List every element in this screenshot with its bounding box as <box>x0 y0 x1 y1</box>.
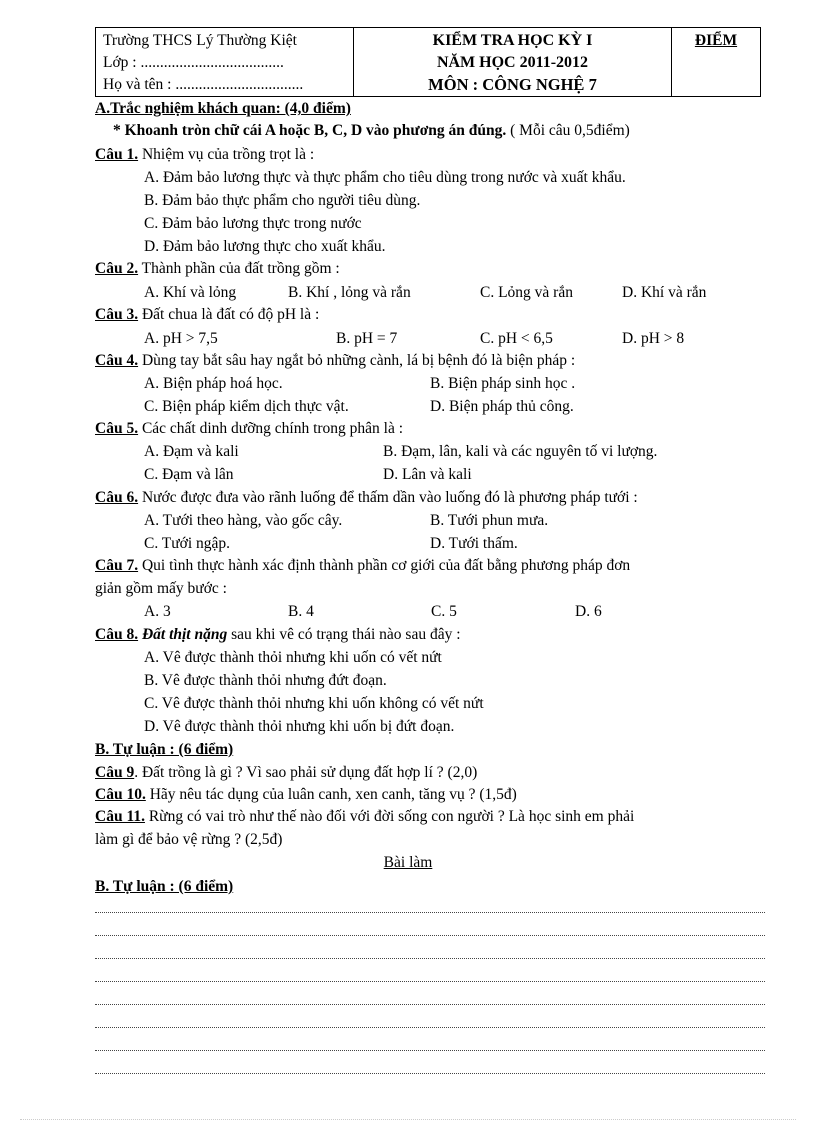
q4-option-a: A. Biện pháp hoá học. <box>144 375 283 392</box>
q7-option-d: D. 6 <box>575 603 602 620</box>
q2-option-d: D. Khí và rắn <box>622 284 707 301</box>
question-7-cont: giản gồm mấy bước : <box>95 580 227 597</box>
question-10 <box>95 784 517 806</box>
q2-option-b: B. Khí , lỏng và rắn <box>288 284 411 301</box>
question-text: Nước được đưa vào rãnh luống để thấm dần vào luống đó là phương pháp tưới : <box>138 489 638 506</box>
question-2 <box>95 258 340 280</box>
question-text: Hãy nêu tác dụng của luân canh, xen canh, tăng vụ ? (1,5đ) <box>145 786 517 803</box>
q6-option-c: C. Tưới ngập. <box>144 535 231 552</box>
question-text: Rừng có vai trò như thế nào đối với đời sống con người ? Là học sinh em phải <box>144 808 635 825</box>
instruction-bold: * Khoanh tròn chữ cái A hoặc B, C, D vào phương án đúng. <box>113 122 507 139</box>
school-name: Trường THCS Lý Thường Kiệt <box>103 32 297 49</box>
q5-option-b: B. Đạm, lân, kali và các nguyên tố vi lượng. <box>383 443 658 460</box>
exam-info-cell <box>354 28 672 96</box>
subject: MÔN : CÔNG NGHỆ 7 <box>428 75 597 94</box>
q3-option-a: A. pH > 7,5 <box>144 330 218 347</box>
q3-option-d: D. pH > 8 <box>622 330 685 347</box>
question-label: Câu 3. <box>95 306 139 323</box>
q8-option-c: C. Vê được thành thỏi nhưng khi uốn không có vết nứt <box>144 695 484 712</box>
question-7 <box>95 555 630 577</box>
question-label: Câu 1. <box>95 146 139 163</box>
question-text: Thành phần của đất trồng gồm : <box>138 260 340 277</box>
q2-option-c: C. Lỏng và rắn <box>480 284 573 301</box>
part-a-title: A.Trắc nghiệm khách quan: (4,0 điểm) <box>95 100 351 117</box>
question-label: Câu 4. <box>95 352 139 369</box>
answer-line[interactable] <box>95 1050 765 1052</box>
q8-option-b: B. Vê được thành thỏi nhưng đứt đoạn. <box>144 672 387 689</box>
question-text: Đất chua là đất có độ pH là : <box>138 306 320 323</box>
question-11-cont: làm gì để bảo vệ rừng ? (2,5đ) <box>95 831 283 848</box>
q2-option-a: A. Khí và lỏng <box>144 284 237 301</box>
question-label: Câu 2. <box>95 260 139 277</box>
school-year: NĂM HỌC 2011-2012 <box>436 54 589 71</box>
question-3 <box>95 304 319 326</box>
answer-line[interactable] <box>95 935 765 937</box>
question-text: Nhiệm vụ của trồng trọt là : <box>138 146 315 163</box>
question-6 <box>95 487 638 509</box>
q3-option-b: B. pH = 7 <box>336 330 398 347</box>
q7-option-c: C. 5 <box>431 603 457 620</box>
q4-option-c: C. Biện pháp kiểm dịch thực vật. <box>144 398 349 415</box>
answer-line[interactable] <box>95 1004 765 1006</box>
q4-option-b: B. Biện pháp sinh học . <box>430 375 576 392</box>
question-label: Câu 6. <box>95 489 139 506</box>
question-text: Các chất dinh dưỡng chính trong phân là : <box>138 420 404 437</box>
q6-option-a: A. Tưới theo hàng, vào gốc cây. <box>144 512 343 529</box>
q1-option-b: B. Đảm bảo thực phẩm cho người tiêu dùng. <box>144 192 421 209</box>
q1-option-d: D. Đảm bảo lương thực cho xuất khẩu. <box>144 238 386 255</box>
question-4 <box>95 350 575 372</box>
question-1 <box>95 144 314 166</box>
q8-option-d: D. Vê được thành thỏi nhưng khi uốn bị đứt đoạn. <box>144 718 455 735</box>
answer-line[interactable] <box>95 958 765 960</box>
class-line: Lớp : ..................................... <box>103 54 284 71</box>
answer-line[interactable] <box>95 1073 765 1075</box>
question-label: Câu 8. <box>95 626 139 643</box>
question-label: Câu 9 <box>95 764 135 781</box>
q3-option-c: C. pH < 6,5 <box>480 330 553 347</box>
q5-option-d: D. Lân và kali <box>383 466 472 483</box>
question-text: Dùng tay bắt sâu hay ngắt bỏ những cành, lá bị bệnh đó là biện pháp : <box>138 352 576 369</box>
question-emphasis: Đất thịt nặng <box>138 626 228 643</box>
name-line: Họ và tên : ................................. <box>103 76 304 93</box>
q6-option-b: B. Tưới phun mưa. <box>430 512 549 529</box>
instruction-note: ( Mỗi câu 0,5điểm) <box>506 122 630 139</box>
score-label: ĐIỂM <box>694 32 738 49</box>
answer-heading: Bài làm <box>383 854 433 871</box>
q7-option-b: B. 4 <box>288 603 314 620</box>
answer-section-title: B. Tự luận : (6 điểm) <box>95 878 234 895</box>
q1-option-a: A. Đảm bảo lương thực và thực phẩm cho tiêu dùng trong nước và xuất khẩu. <box>144 169 626 186</box>
question-11 <box>95 806 634 828</box>
q1-option-c: C. Đảm bảo lương thực trong nước <box>144 215 362 232</box>
q4-option-d: D. Biện pháp thủ công. <box>430 398 574 415</box>
question-text: Qui tình thực hành xác định thành phần cơ giới của đất bằng phương pháp đơn <box>138 557 631 574</box>
question-label: Câu 7. <box>95 557 139 574</box>
answer-line[interactable] <box>95 981 765 983</box>
answer-line[interactable] <box>95 912 765 914</box>
q5-option-c: C. Đạm và lân <box>144 466 234 483</box>
q5-option-a: A. Đạm và kali <box>144 443 239 460</box>
question-label: Câu 5. <box>95 420 139 437</box>
q6-option-d: D. Tưới thấm. <box>430 535 518 552</box>
question-8 <box>95 624 461 646</box>
q8-option-a: A. Vê được thành thỏi nhưng khi uốn có vết nứt <box>144 649 442 666</box>
part-a-instruction <box>113 120 630 142</box>
question-text: . Đất trồng là gì ? Vì sao phải sử dụng đất hợp lí ? (2,0) <box>134 764 478 781</box>
student-info-cell <box>96 28 354 96</box>
page-bottom-divider <box>20 1119 796 1120</box>
score-cell <box>672 28 760 96</box>
question-9 <box>95 762 477 784</box>
q7-option-a: A. 3 <box>144 603 171 620</box>
question-label: Câu 11. <box>95 808 145 825</box>
question-5 <box>95 418 403 440</box>
answer-line[interactable] <box>95 1027 765 1029</box>
question-label: Câu 10. <box>95 786 146 803</box>
header-table <box>95 27 761 97</box>
part-b-title: B. Tự luận : (6 điểm) <box>95 741 234 758</box>
exam-title: KIỂM TRA HỌC KỲ I <box>432 32 593 49</box>
question-text: sau khi vê có trạng thái nào sau đây : <box>227 626 461 643</box>
